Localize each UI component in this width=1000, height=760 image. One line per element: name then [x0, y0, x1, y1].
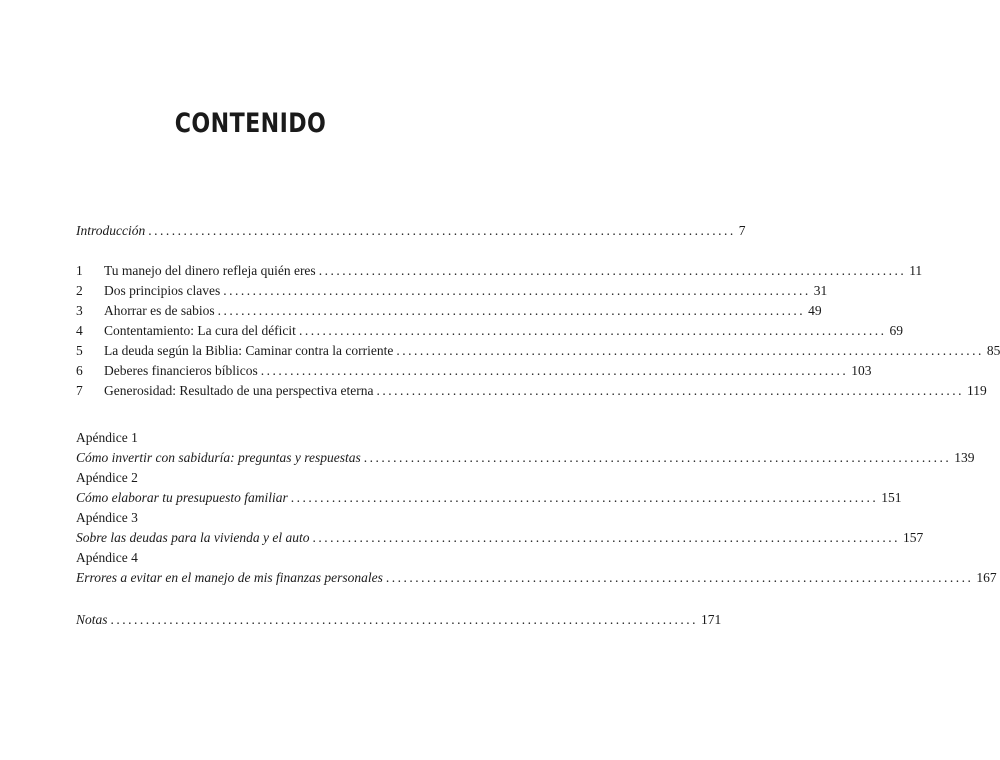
toc-entry-chapter-3[interactable] — [76, 301, 822, 321]
chapter-number: 7 — [76, 383, 83, 398]
appendix-label: Apéndice 2 — [76, 470, 138, 485]
toc-entry-page: 151 — [881, 490, 902, 505]
toc-entry-title: Cómo invertir con sabiduría: preguntas y respuestas — [76, 450, 361, 465]
toc-entry-page: 31 — [813, 283, 828, 298]
toc-entry-page: 119 — [967, 383, 987, 398]
toc-entry-title: Tu manejo del dinero refleja quién eres — [104, 263, 316, 278]
toc-entry-page: 167 — [976, 570, 997, 585]
leader-dots: .................................................................................................... — [260, 363, 849, 378]
toc-intro-section — [76, 221, 746, 241]
toc-entry-page: 49 — [808, 303, 822, 318]
toc-entry-title: Errores a evitar en el manejo de mis finanzas personales — [76, 570, 383, 585]
chapter-number: 2 — [76, 283, 83, 298]
toc-entry-page: 171 — [701, 612, 722, 627]
toc-entry-page: 103 — [851, 363, 872, 378]
toc-appendices-section — [76, 428, 997, 588]
toc-entry-title: Dos principios claves — [104, 283, 221, 298]
toc-entry-title: La deuda según la Biblia: Caminar contra la corriente — [104, 343, 394, 358]
toc-entry-appendix-4[interactable] — [76, 568, 997, 588]
toc-chapters-section — [76, 261, 1000, 401]
chapter-number: 6 — [76, 363, 83, 378]
leader-dots: .................................................................................................... — [148, 223, 736, 238]
leader-dots: .................................................................................................... — [290, 490, 879, 505]
toc-entry-intro[interactable] — [76, 221, 746, 241]
toc-entry-page: 11 — [909, 263, 923, 278]
toc-entry-page: 139 — [954, 450, 975, 465]
leader-dots: .................................................................................................... — [217, 303, 806, 318]
toc-entry-chapter-5[interactable] — [76, 341, 1000, 361]
leader-dots: .................................................................................................... — [385, 570, 974, 585]
appendix-label: Apéndice 1 — [76, 430, 138, 445]
toc-entry-title: Cómo elaborar tu presupuesto familiar — [76, 490, 288, 505]
toc-entry-chapter-7[interactable] — [76, 381, 987, 401]
leader-dots: .................................................................................................... — [318, 263, 907, 278]
toc-entry-chapter-2[interactable] — [76, 281, 828, 301]
toc-entry-title: Ahorrar es de sabios — [104, 303, 215, 318]
leader-dots: .................................................................................................... — [376, 383, 965, 398]
toc-entry-appendix-1[interactable] — [76, 448, 975, 468]
toc-entry-chapter-1[interactable] — [76, 261, 923, 281]
appendix-label: Apéndice 4 — [76, 550, 138, 565]
toc-entry-page: 7 — [738, 223, 746, 238]
toc-entry-page: 85 — [986, 343, 1000, 358]
toc-entry-title: Contentamiento: La cura del déficit — [104, 323, 296, 338]
toc-entry-title: Generosidad: Resultado de una perspectiva eterna — [104, 383, 374, 398]
leader-dots: .................................................................................................... — [363, 450, 952, 465]
leader-dots: .................................................................................................... — [312, 530, 900, 545]
toc-notes-section — [76, 610, 722, 630]
chapter-number: 4 — [76, 323, 83, 338]
chapter-number: 3 — [76, 303, 83, 318]
toc-entry-page: 157 — [902, 530, 924, 545]
leader-dots: .................................................................................................... — [110, 612, 699, 627]
toc-entry-page: 69 — [889, 323, 903, 338]
chapter-number: 5 — [76, 343, 83, 358]
toc-entry-title: Sobre las deudas para la vivienda y el auto — [76, 530, 310, 545]
chapter-number: 1 — [76, 263, 83, 278]
toc-entry-title: Notas — [76, 612, 108, 627]
toc-entry-title: Introducción — [76, 223, 146, 238]
leader-dots: .................................................................................................... — [298, 323, 887, 338]
page-title: CONTENIDO — [174, 108, 327, 139]
toc-entry-notes[interactable] — [76, 610, 722, 630]
leader-dots: .................................................................................................... — [396, 343, 984, 358]
leader-dots: .................................................................................................... — [223, 283, 811, 298]
toc-entry-appendix-3[interactable] — [76, 528, 924, 548]
toc-entry-chapter-6[interactable] — [76, 361, 872, 381]
appendix-label: Apéndice 3 — [76, 510, 138, 525]
toc-entry-appendix-2[interactable] — [76, 488, 902, 508]
toc-entry-chapter-4[interactable] — [76, 321, 903, 341]
toc-entry-title: Deberes financieros bíblicos — [104, 363, 258, 378]
